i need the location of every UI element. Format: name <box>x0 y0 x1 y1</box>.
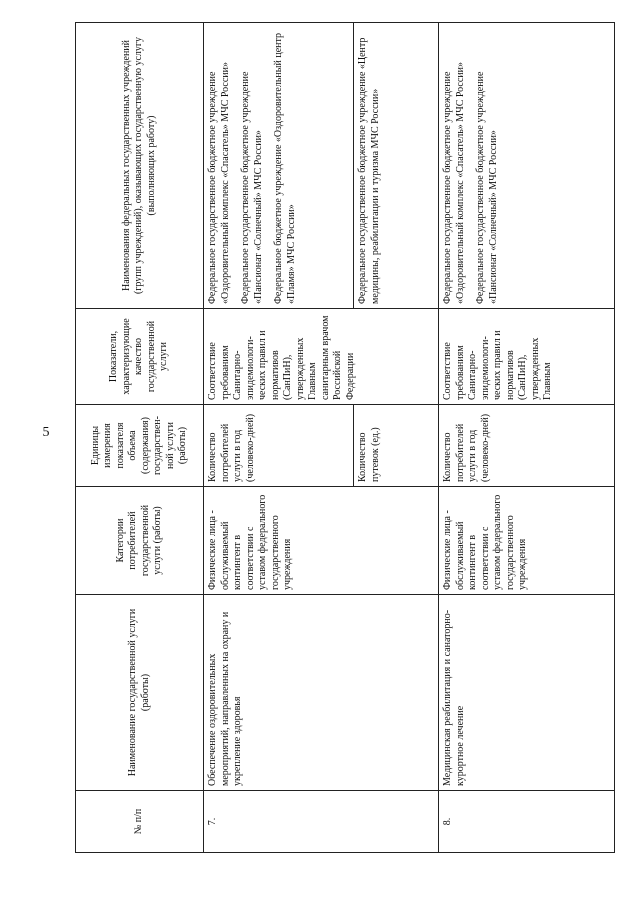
services-table <box>75 22 615 853</box>
header-consumers: Категории потребителей государственной услуги (работы) <box>76 487 204 595</box>
quality-indicator: Соответствие требованиям Санитарно-эпидемиологи-ческих правил и нормативов (СанПиН), утвержденных Главным санитарным врачом Российской Федерации <box>204 309 439 405</box>
institution-item: Федеральное бюджетное учреждение «Оздоровительный центр «Пламя» МЧС России» <box>273 33 297 304</box>
institution-item: Федеральное государственное бюджетное учреждение «Оздоровительный комплекс «Спасатель» МЧС России» <box>442 61 466 304</box>
consumer-category: Физические лица - обслуживаемый контингент в соответствии с уставом федерального государственного учреждения <box>204 487 439 595</box>
rotated-page <box>75 23 615 853</box>
header-unit: Единицы измерения показателя объема (содержания) государствен-ной услуги (работы) <box>76 405 204 487</box>
table-row <box>439 23 615 853</box>
header-institutions: Наименования федеральных государственных учреждений (групп учреждений), оказывающих государственную услугу (выполняющих работу) <box>76 23 204 309</box>
header-service: Наименование государственной услуги (работы) <box>76 595 204 791</box>
header-num: № п/п <box>76 791 204 853</box>
table-row <box>204 23 354 853</box>
page-number: 5 <box>42 425 50 440</box>
volume-unit: Количество потребителей услуги в год (человеко-дней) <box>439 405 615 487</box>
volume-unit: Количество путевок (ед.) <box>354 405 439 487</box>
institution-item: Федеральное государственное бюджетное учреждение «Пансионат «Солнечный» МЧС России» <box>240 71 264 304</box>
header-quality: Показатели, характеризующие качество государственной услуги <box>76 309 204 405</box>
consumer-category: Физические лица - обслуживаемый контингент в соответствии с уставом федерального государственного учреждения <box>439 487 615 595</box>
table-header-row <box>76 23 204 853</box>
institution-item: Федеральное государственное бюджетное учреждение «Оздоровительный комплекс «Спасатель» МЧС России» <box>207 61 231 304</box>
institution-item: Федеральное государственное бюджетное учреждение «Пансионат «Солнечный» МЧС России» <box>475 71 499 304</box>
volume-unit: Количество потребителей услуги в год (человеко-дней) <box>204 405 354 487</box>
quality-indicator: Соответствие требованиям Санитарно-эпидемиологи-ческих правил и нормативов (СанПиН), утвержденных Главным <box>439 309 615 405</box>
service-name: Обеспечение оздоровительных мероприятий, направленных на охрану и укрепление здоровья <box>204 595 439 791</box>
institutions-cell <box>204 23 354 309</box>
service-name: Медицинская реабилитация и санаторно-курортное лечение <box>439 595 615 791</box>
row-num: 7. <box>204 791 439 853</box>
row-num: 8. <box>439 791 615 853</box>
institutions-cell <box>439 23 615 309</box>
institution-item: Федеральное государственное бюджетное учреждение «Центр медицины, реабилитации и туризма МЧС России» <box>354 23 439 309</box>
